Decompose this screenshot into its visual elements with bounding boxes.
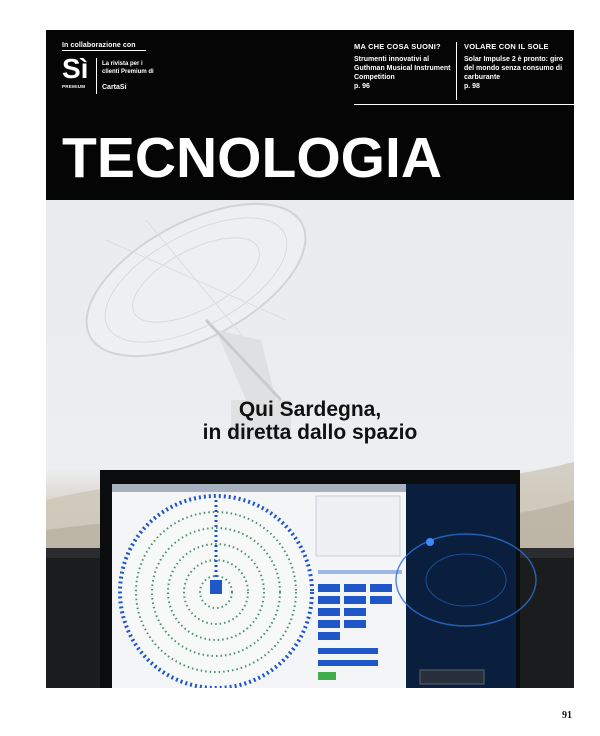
teaser-page: p. 98 (464, 83, 480, 90)
teaser-title: MA CHE COSA SUONI? (354, 42, 441, 51)
headline-line-2: in diretta dallo spazio (202, 421, 418, 444)
tagline: La rivista per i clienti Premium di (102, 61, 154, 75)
teaser-music[interactable] (354, 42, 454, 91)
si-logo (62, 53, 94, 96)
logo-divider (96, 58, 97, 94)
teaser-solar[interactable] (464, 42, 574, 91)
page-number: 91 (562, 710, 572, 721)
header-rule (354, 104, 574, 105)
section-title: TECNOLOGIA (62, 126, 442, 190)
logo-sub: PREMIUM (62, 84, 86, 89)
headline-line-1: Qui Sardegna, (238, 398, 382, 421)
logo-text: Sì (62, 53, 89, 84)
collab-rule (62, 50, 146, 51)
teaser-body: Solar Impulse 2 è pronto: giro del mondo senza consumo di carburante (464, 56, 564, 81)
partner-logo: CartaSi (102, 84, 127, 91)
teaser-title: VOLARE CON IL SOLE (464, 42, 549, 51)
photo-illustration (46, 200, 574, 688)
section-header (46, 30, 574, 200)
teaser-page: p. 96 (354, 83, 370, 90)
article-headline (46, 398, 574, 444)
teaser-divider (456, 42, 457, 100)
collab-text: In collaborazione con (62, 42, 136, 49)
hero-photo (46, 200, 574, 688)
teaser-body: Strumenti innovativi al Guthman Musical Instrument Competition (354, 56, 451, 81)
